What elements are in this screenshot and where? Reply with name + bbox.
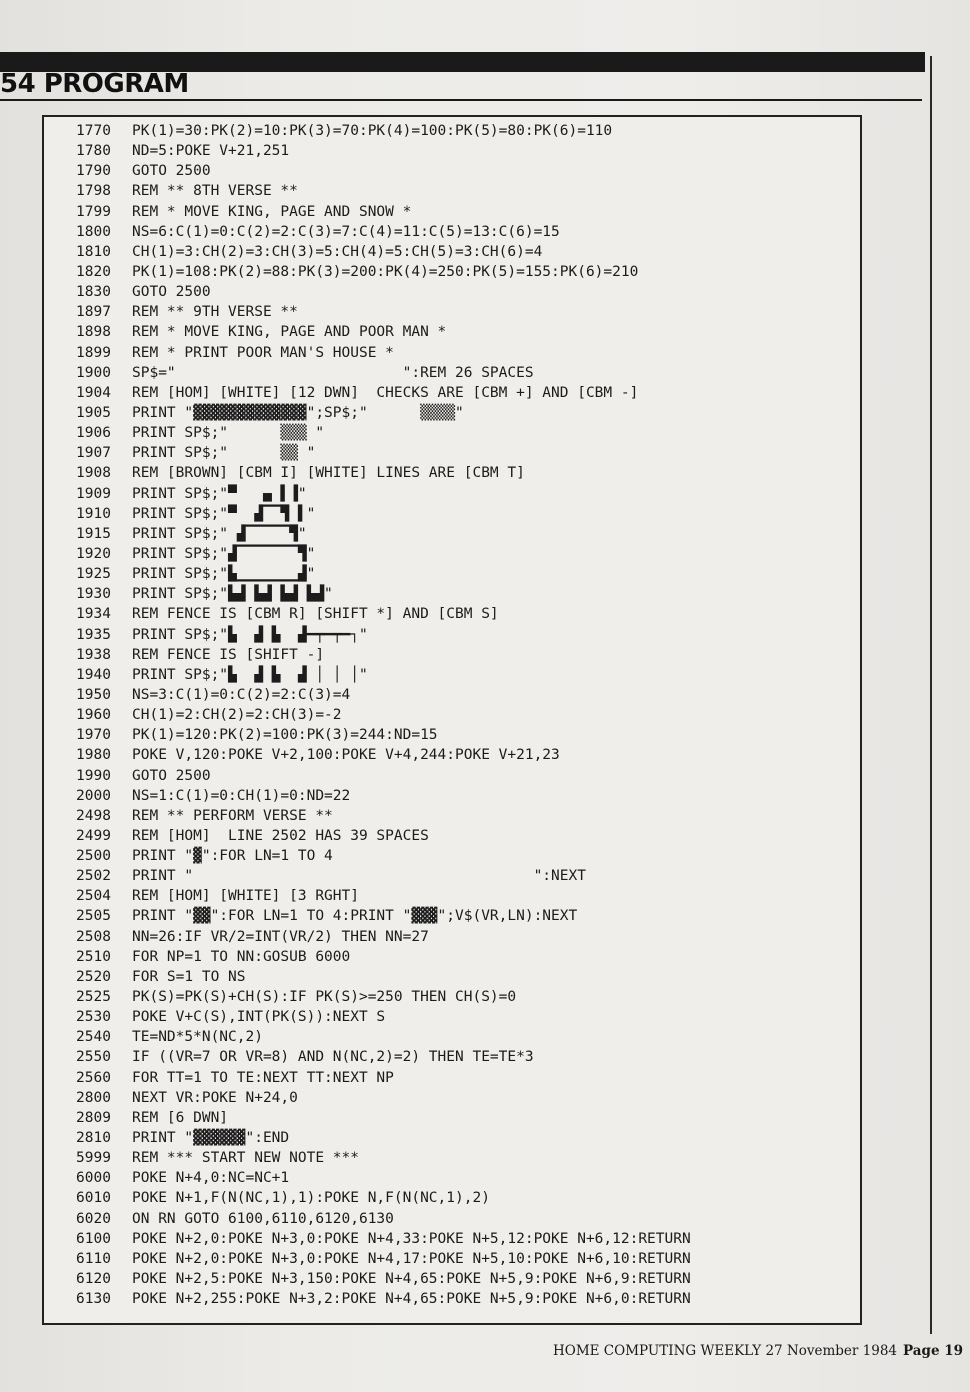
line-number: 2520	[76, 968, 111, 985]
code-line	[76, 766, 876, 786]
code-text: REM FENCE IS [SHIFT -]	[132, 646, 325, 663]
code-text: REM FENCE IS [CBM R] [SHIFT *] AND [CBM S]	[132, 606, 499, 623]
code-line	[76, 1188, 876, 1208]
line-number: 1960	[76, 707, 111, 724]
code-text: PK(S)=PK(S)+CH(S):IF PK(S)>=250 THEN CH(S)=0	[132, 989, 517, 1006]
code-line	[76, 363, 876, 383]
line-number: 1770	[76, 123, 111, 139]
line-number: 1925	[76, 566, 111, 583]
code-line	[76, 1108, 876, 1128]
code-line	[76, 202, 876, 222]
line-number: 1938	[76, 646, 111, 663]
code-line	[76, 705, 876, 725]
line-number: 6110	[76, 1250, 111, 1267]
line-number: 1820	[76, 263, 111, 280]
code-line	[76, 463, 876, 483]
code-text: POKE V,120:POKE V+2,100:POKE V+4,244:POKE V+21,23	[132, 747, 560, 764]
header-rule	[0, 99, 922, 101]
code-text: PRINT SP$;"▙ ▟ ▙ ▟━┯━┯━┐"	[132, 626, 368, 643]
code-line	[76, 1289, 876, 1309]
line-number: 1909	[76, 485, 111, 502]
code-line	[76, 383, 876, 403]
code-line	[76, 725, 876, 745]
code-line	[76, 524, 876, 544]
code-line	[76, 262, 876, 282]
code-text: PK(1)=108:PK(2)=88:PK(3)=200:PK(4)=250:PK(5)=155:PK(6)=210	[132, 263, 639, 280]
code-line	[76, 504, 876, 524]
code-text: FOR NP=1 TO NN:GOSUB 6000	[132, 948, 351, 965]
code-text: PRINT SP$;"▀ ▟▔▔▜ ▌"	[132, 505, 316, 522]
code-text: PK(1)=30:PK(2)=10:PK(3)=70:PK(4)=100:PK(5)=80:PK(6)=110	[132, 123, 613, 139]
code-line	[76, 282, 876, 302]
code-text: ON RN GOTO 6100,6110,6120,6130	[132, 1210, 394, 1227]
line-number: 6130	[76, 1291, 111, 1308]
program-listing	[76, 121, 876, 1309]
code-text: PRINT "▓▓▓▓▓▓":END	[132, 1130, 290, 1147]
code-text: TE=ND*5*N(NC,2)	[132, 1029, 263, 1046]
code-text: CH(1)=3:CH(2)=3:CH(3)=5:CH(4)=5:CH(5)=3:CH(6)=4	[132, 243, 543, 260]
code-text: SP$=" ":REM 26 SPACES	[132, 364, 534, 381]
line-number: 6100	[76, 1230, 111, 1247]
line-number: 1920	[76, 545, 111, 562]
line-number: 1790	[76, 163, 111, 180]
line-number: 1810	[76, 243, 111, 260]
code-text: FOR S=1 TO NS	[132, 968, 246, 985]
line-number: 2525	[76, 989, 111, 1006]
code-text: REM ** 8TH VERSE **	[132, 183, 298, 200]
code-line	[76, 1088, 876, 1108]
code-line	[76, 443, 876, 463]
code-text: PRINT SP$;"▙ ▟ ▙ ▟ │ │ │"	[132, 666, 368, 683]
code-text: CH(1)=2:CH(2)=2:CH(3)=-2	[132, 707, 342, 724]
column-rule	[930, 56, 932, 1334]
code-line	[76, 322, 876, 342]
code-line	[76, 141, 876, 161]
code-line	[76, 866, 876, 886]
line-number: 1905	[76, 404, 111, 421]
code-text: PK(1)=120:PK(2)=100:PK(3)=244:ND=15	[132, 727, 438, 744]
line-number: 2560	[76, 1069, 111, 1086]
line-number: 2540	[76, 1029, 111, 1046]
code-line	[76, 161, 876, 181]
code-text: REM * MOVE KING, PAGE AND SNOW *	[132, 203, 412, 220]
code-text: REM ** PERFORM VERSE **	[132, 807, 333, 824]
line-number: 1799	[76, 203, 111, 220]
code-line	[76, 906, 876, 926]
line-number: 2502	[76, 868, 111, 885]
line-number: 6000	[76, 1170, 111, 1187]
code-text: REM *** START NEW NOTE ***	[132, 1150, 359, 1167]
code-text: GOTO 2500	[132, 284, 211, 301]
code-text: NS=6:C(1)=0:C(2)=2:C(3)=7:C(4)=11:C(5)=13:C(6)=15	[132, 223, 560, 240]
code-line	[76, 1269, 876, 1289]
code-text: POKE V+C(S),INT(PK(S)):NEXT S	[132, 1009, 386, 1026]
code-line	[76, 343, 876, 363]
code-text: POKE N+1,F(N(NC,1),1):POKE N,F(N(NC,1),2)	[132, 1190, 490, 1207]
line-number: 6120	[76, 1271, 111, 1288]
code-line	[76, 1229, 876, 1249]
code-line	[76, 403, 876, 423]
code-text: NS=3:C(1)=0:C(2)=2:C(3)=4	[132, 686, 351, 703]
section-title: 54 PROGRAM	[0, 69, 189, 99]
code-line	[76, 564, 876, 584]
code-line	[76, 1068, 876, 1088]
code-text: REM ** 9TH VERSE **	[132, 304, 298, 321]
code-line	[76, 1027, 876, 1047]
code-line	[76, 806, 876, 826]
code-text: IF ((VR=7 OR VR=8) AND N(NC,2)=2) THEN TE=TE*3	[132, 1049, 534, 1066]
code-line	[76, 987, 876, 1007]
code-text: PRINT SP$;" ▒▒ "	[132, 445, 316, 462]
line-number: 6010	[76, 1190, 111, 1207]
line-number: 1970	[76, 727, 111, 744]
page-footer	[553, 1343, 964, 1359]
line-number: 1897	[76, 304, 111, 321]
code-line	[76, 1128, 876, 1148]
line-number: 1900	[76, 364, 111, 381]
code-text: PRINT SP$;"▙▁▁▁▁▁▁▁▟"	[132, 566, 316, 583]
code-line	[76, 947, 876, 967]
line-number: 1904	[76, 384, 111, 401]
line-number: 1899	[76, 344, 111, 361]
code-text: PRINT "▓▓":FOR LN=1 TO 4:PRINT "▓▓▓";V$(VR,LN):NEXT	[132, 908, 578, 925]
code-text: PRINT SP$;" ▟▔▔▔▔▔▜"	[132, 525, 307, 542]
code-line	[76, 1249, 876, 1269]
line-number: 1940	[76, 666, 111, 683]
code-text: PRINT SP$;"▙▟ ▙▟ ▙▟ ▙▟"	[132, 586, 333, 603]
code-text: REM * MOVE KING, PAGE AND POOR MAN *	[132, 324, 447, 341]
code-text: PRINT SP$;" ▒▒▒ "	[132, 425, 325, 442]
code-line	[76, 645, 876, 665]
line-number: 2809	[76, 1109, 111, 1126]
line-number: 2500	[76, 848, 111, 865]
line-number: 1906	[76, 425, 111, 442]
line-number: 2499	[76, 827, 111, 844]
code-text: GOTO 2500	[132, 163, 211, 180]
code-text: PRINT "▓▓▓▓▓▓▓▓▓▓▓▓▓";SP$;" ▒▒▒▒"	[132, 404, 464, 421]
code-line	[76, 242, 876, 262]
page-number: Page 19	[903, 1343, 964, 1359]
code-line	[76, 846, 876, 866]
code-line	[76, 927, 876, 947]
code-text: PRINT SP$;"▟▔▔▔▔▔▔▔▜"	[132, 545, 316, 562]
code-text: PRINT SP$;"▀ ▄ ▌▐"	[132, 485, 307, 502]
code-text: NS=1:C(1)=0:CH(1)=0:ND=22	[132, 787, 351, 804]
line-number: 2505	[76, 908, 111, 925]
code-text: REM * PRINT POOR MAN'S HOUSE *	[132, 344, 394, 361]
code-line	[76, 1168, 876, 1188]
code-line	[76, 685, 876, 705]
code-line	[76, 604, 876, 624]
line-number: 1907	[76, 445, 111, 462]
line-number: 1935	[76, 626, 111, 643]
line-number: 2000	[76, 787, 111, 804]
code-text: NN=26:IF VR/2=INT(VR/2) THEN NN=27	[132, 928, 429, 945]
code-line	[76, 423, 876, 443]
code-text: REM [BROWN] [CBM I] [WHITE] LINES ARE [CBM T]	[132, 465, 525, 482]
code-line	[76, 1047, 876, 1067]
code-line	[76, 625, 876, 645]
line-number: 2550	[76, 1049, 111, 1066]
line-number: 1798	[76, 183, 111, 200]
line-number: 1908	[76, 465, 111, 482]
code-text: NEXT VR:POKE N+24,0	[132, 1089, 298, 1106]
line-number: 1990	[76, 767, 111, 784]
code-text: PRINT "▓":FOR LN=1 TO 4	[132, 848, 333, 865]
code-text: REM [HOM] [WHITE] [3 RGHT]	[132, 888, 359, 905]
code-text: POKE N+2,255:POKE N+3,2:POKE N+4,65:POKE N+5,9:POKE N+6,0:RETURN	[132, 1291, 691, 1308]
code-line	[76, 967, 876, 987]
publication-line: HOME COMPUTING WEEKLY 27 November 1984	[553, 1343, 898, 1359]
code-text: PRINT " ":NEXT	[132, 868, 586, 885]
line-number: 2800	[76, 1089, 111, 1106]
code-line	[76, 826, 876, 846]
line-number: 1910	[76, 505, 111, 522]
line-number: 1898	[76, 324, 111, 341]
line-number: 2530	[76, 1009, 111, 1026]
code-line	[76, 222, 876, 242]
code-text: POKE N+2,0:POKE N+3,0:POKE N+4,17:POKE N+5,10:POKE N+6,10:RETURN	[132, 1250, 691, 1267]
code-line	[76, 745, 876, 765]
line-number: 1830	[76, 284, 111, 301]
line-number: 6020	[76, 1210, 111, 1227]
code-text: POKE N+2,5:POKE N+3,150:POKE N+4,65:POKE N+5,9:POKE N+6,9:RETURN	[132, 1271, 691, 1288]
code-line	[76, 302, 876, 322]
line-number: 1930	[76, 586, 111, 603]
line-number: 2504	[76, 888, 111, 905]
code-line	[76, 484, 876, 504]
line-number: 1980	[76, 747, 111, 764]
code-text: FOR TT=1 TO TE:NEXT TT:NEXT NP	[132, 1069, 394, 1086]
line-number: 2810	[76, 1130, 111, 1147]
code-text: GOTO 2500	[132, 767, 211, 784]
code-line	[76, 665, 876, 685]
code-line	[76, 1148, 876, 1168]
code-text: ND=5:POKE V+21,251	[132, 143, 290, 160]
code-line	[76, 121, 876, 141]
code-line	[76, 786, 876, 806]
code-line	[76, 544, 876, 564]
code-line	[76, 886, 876, 906]
line-number: 2498	[76, 807, 111, 824]
code-text: REM [HOM] LINE 2502 HAS 39 SPACES	[132, 827, 429, 844]
line-number: 5999	[76, 1150, 111, 1167]
code-text: REM [HOM] [WHITE] [12 DWN] CHECKS ARE [CBM +] AND [CBM -]	[132, 384, 639, 401]
code-text: POKE N+4,0:NC=NC+1	[132, 1170, 290, 1187]
line-number: 2510	[76, 948, 111, 965]
code-line	[76, 584, 876, 604]
code-text: REM [6 DWN]	[132, 1109, 229, 1126]
line-number: 1780	[76, 143, 111, 160]
code-line	[76, 181, 876, 201]
line-number: 1800	[76, 223, 111, 240]
line-number: 2508	[76, 928, 111, 945]
code-text: POKE N+2,0:POKE N+3,0:POKE N+4,33:POKE N+5,12:POKE N+6,12:RETURN	[132, 1230, 691, 1247]
line-number: 1915	[76, 525, 111, 542]
code-line	[76, 1209, 876, 1229]
code-line	[76, 1007, 876, 1027]
line-number: 1950	[76, 686, 111, 703]
line-number: 1934	[76, 606, 111, 623]
